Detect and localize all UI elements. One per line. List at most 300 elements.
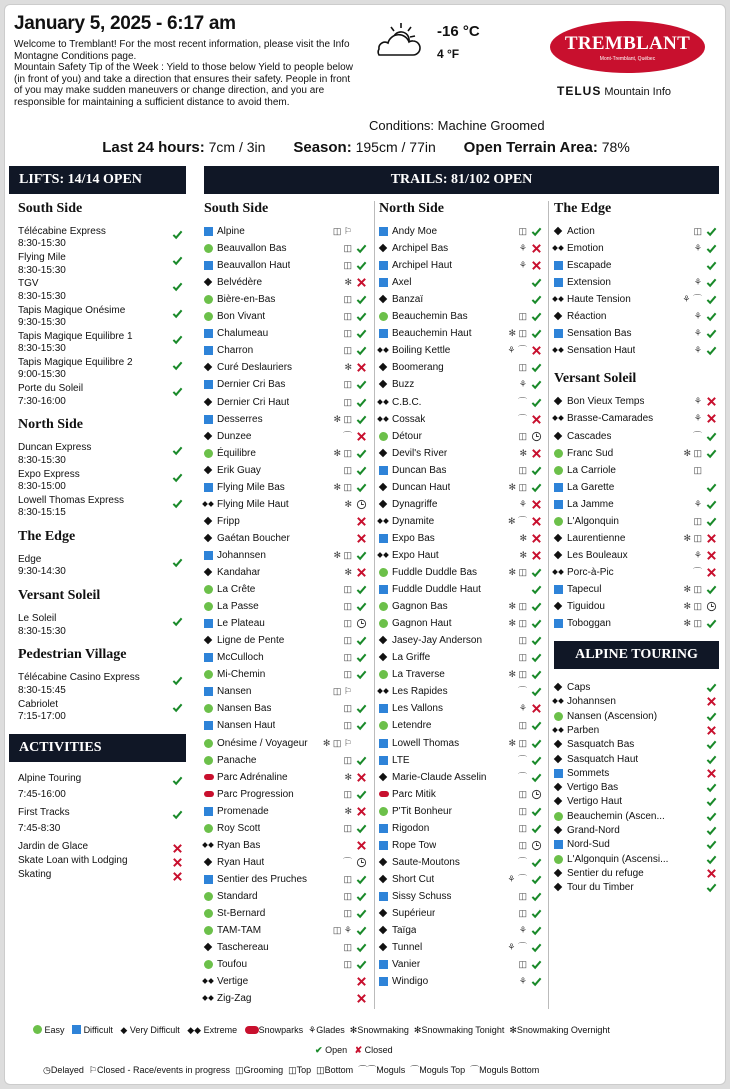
trail-name: La Carriole bbox=[567, 464, 616, 476]
trail-name: Mi-Chemin bbox=[217, 669, 266, 681]
extreme-icon bbox=[553, 246, 564, 251]
very-difficult-icon bbox=[554, 783, 562, 791]
open-check-icon bbox=[531, 908, 542, 919]
grooming-icon: ◫ bbox=[235, 1065, 244, 1075]
trail-condition-icons: ✻ bbox=[344, 277, 352, 288]
very-difficult-icon bbox=[379, 875, 387, 883]
easy-icon bbox=[379, 619, 388, 628]
extreme-icon bbox=[553, 297, 564, 302]
trail-row bbox=[204, 939, 370, 956]
open-check-icon bbox=[531, 959, 542, 970]
open-check-icon bbox=[356, 703, 367, 714]
snowpark-icon bbox=[204, 774, 214, 780]
trail-condition-icons: ⚘ bbox=[693, 311, 702, 322]
trail-name: Fuddle Duddle Haut bbox=[392, 584, 481, 596]
touring-name: Vertigo Haut bbox=[567, 796, 623, 808]
trail-row bbox=[204, 956, 370, 973]
easy-icon bbox=[204, 670, 213, 679]
trail-condition-icons: ⚘ bbox=[693, 345, 702, 356]
trail-condition-icons: ⚘ bbox=[518, 379, 527, 390]
trail-row bbox=[379, 922, 545, 939]
trail-name: Charron bbox=[217, 345, 254, 357]
trail-name: Bon Vivant bbox=[217, 311, 266, 323]
easy-icon bbox=[33, 1025, 42, 1034]
trail-name: Beauchemin Haut bbox=[392, 328, 472, 340]
trail-condition-icons: ◫ bbox=[343, 703, 352, 714]
difficult-icon bbox=[379, 739, 388, 748]
difficult-icon bbox=[379, 534, 388, 543]
trail-condition-icons: ⌒ bbox=[692, 430, 702, 441]
trail-condition-icons: ⌒ bbox=[517, 771, 527, 782]
open-check-icon bbox=[531, 857, 542, 868]
tremblant-logo bbox=[550, 21, 705, 73]
trail-condition-icons: ◫ bbox=[518, 430, 527, 441]
trail-name: Archipel Haut bbox=[392, 260, 453, 272]
snowpark-icon bbox=[245, 1026, 259, 1034]
open-check-icon bbox=[531, 379, 542, 390]
very-difficult-icon bbox=[204, 534, 212, 542]
diamond-part bbox=[558, 727, 564, 733]
extreme-icon bbox=[553, 416, 564, 421]
trail-condition-icons: ✻ ◫ bbox=[333, 549, 352, 560]
lift-hours: 9:30-15:30 bbox=[18, 317, 66, 328]
trail-condition-icons: ⌒ bbox=[517, 754, 527, 765]
lift-hours: 9:30-14:30 bbox=[18, 566, 66, 578]
trail-name: Laurentienne bbox=[567, 532, 626, 544]
difficult-icon bbox=[204, 653, 213, 662]
extreme-icon bbox=[553, 348, 564, 353]
lift-name: Tapis Magique Equilibre 1 bbox=[18, 330, 133, 342]
trail-condition-icons: ◫ ⚐ bbox=[332, 686, 352, 697]
open-check-icon bbox=[706, 328, 717, 339]
open-check-icon bbox=[356, 720, 367, 731]
open-check-icon bbox=[706, 260, 717, 271]
trail-condition-icons: ✻ ◫ bbox=[508, 618, 527, 629]
lift-name: Edge bbox=[18, 554, 42, 565]
open-check-icon bbox=[531, 567, 542, 578]
trail-condition-icons: ◫ bbox=[343, 908, 352, 918]
open-check-icon bbox=[531, 465, 542, 476]
easy-icon bbox=[204, 960, 213, 969]
difficult-icon bbox=[554, 840, 563, 849]
trail-row bbox=[379, 666, 545, 683]
lift-row bbox=[18, 383, 188, 408]
trail-row bbox=[204, 428, 370, 445]
lift-row bbox=[18, 305, 188, 330]
season-value: 195cm / 77in bbox=[355, 139, 436, 155]
very-difficult-icon bbox=[379, 500, 387, 508]
diamond-part bbox=[383, 552, 389, 558]
trail-name: Erik Guay bbox=[217, 464, 261, 476]
trail-condition-icons: ◫ ⚘ bbox=[332, 925, 352, 936]
open-check-icon bbox=[356, 260, 367, 271]
trail-name: Lowell Thomas bbox=[392, 737, 460, 749]
moguls-bottom-icon: ⌒ bbox=[470, 1065, 480, 1075]
trail-row bbox=[554, 428, 720, 445]
legend-delayed: Delayed bbox=[50, 1065, 84, 1075]
diamond-part bbox=[383, 416, 389, 422]
trail-condition-icons: ◫ bbox=[343, 652, 352, 663]
trail-condition-icons: ⌒ bbox=[692, 566, 702, 577]
trail-row bbox=[379, 257, 545, 274]
very-difficult-icon bbox=[379, 858, 387, 866]
legend-row-3 bbox=[43, 1064, 539, 1076]
conditions-page bbox=[4, 4, 726, 1085]
very-difficult-icon bbox=[554, 740, 562, 748]
trail-row bbox=[379, 939, 545, 956]
safety-tip: Mountain Safety Tip of the Week : Yield to those below Yield to people below (in front of you) and take a direction that ensures their safety. People in front of you may make sudden maneuvers or change direction, and you are responsible for maintaining a sufficient distance to avoid them. bbox=[14, 62, 353, 108]
trail-name: Expo Haut bbox=[392, 549, 439, 561]
trail-row bbox=[204, 223, 370, 240]
open-check-icon bbox=[706, 618, 717, 629]
closed-x-icon bbox=[706, 696, 717, 707]
trail-condition-icons: ◫ bbox=[693, 464, 702, 475]
trail-condition-icons: ✻ bbox=[344, 498, 352, 509]
activity-hours: 7:45-8:30 bbox=[18, 823, 61, 835]
trail-row bbox=[204, 325, 370, 342]
trail-row bbox=[379, 240, 545, 257]
trail-condition-icons: ◫ bbox=[518, 890, 527, 901]
activity-hours: 7:45-16:00 bbox=[18, 789, 66, 801]
trail-row bbox=[379, 445, 545, 462]
legend-glades: Glades bbox=[316, 1025, 345, 1035]
closed-x-icon bbox=[531, 414, 542, 425]
trail-row bbox=[204, 581, 370, 598]
open-check-icon bbox=[356, 465, 367, 476]
trail-condition-icons: ⚘ ⌒ bbox=[507, 942, 527, 953]
trail-row bbox=[379, 479, 545, 496]
lift-name: Tapis Magique Equilibre 2 bbox=[18, 357, 133, 368]
extreme-icon bbox=[378, 519, 389, 524]
difficult-icon bbox=[204, 619, 213, 628]
lift-hours: 8:30-15:15 bbox=[18, 507, 66, 519]
trail-row bbox=[379, 973, 545, 990]
open-check-icon bbox=[531, 891, 542, 902]
trail-name: Gagnon Haut bbox=[392, 618, 452, 630]
season-label: Season: bbox=[293, 139, 352, 156]
very-difficult-icon bbox=[554, 797, 562, 805]
very-difficult-icon bbox=[204, 858, 212, 866]
trail-row bbox=[204, 700, 370, 717]
closed-x-icon bbox=[531, 533, 542, 544]
trail-row bbox=[379, 547, 545, 564]
closed-x-icon bbox=[356, 533, 367, 544]
lift-name: Tapis Magique Onésime bbox=[18, 304, 126, 316]
trail-name: Franc Sud bbox=[567, 447, 614, 459]
difficult-icon bbox=[72, 1025, 81, 1034]
open-check-icon bbox=[531, 823, 542, 834]
difficult-icon bbox=[379, 278, 388, 287]
closed-x-icon bbox=[356, 976, 367, 987]
closed-race-icon: ⚐ bbox=[88, 1065, 97, 1075]
closed-x-icon bbox=[356, 567, 367, 578]
open-check-icon bbox=[531, 652, 542, 663]
very-difficult-icon bbox=[379, 772, 387, 780]
trail-name: LTE bbox=[392, 754, 410, 766]
open-check-icon bbox=[531, 942, 542, 953]
trail-row bbox=[204, 291, 370, 308]
very-difficult-icon bbox=[554, 602, 562, 610]
trail-condition-icons: ✻ ◫ bbox=[508, 601, 527, 612]
easy-icon bbox=[204, 824, 213, 833]
touring-row bbox=[554, 879, 720, 896]
easy-icon bbox=[204, 892, 213, 901]
easy-icon bbox=[204, 926, 213, 935]
open-check-icon bbox=[531, 277, 542, 288]
trail-name: Rigodon bbox=[392, 822, 430, 834]
trail-condition-icons: ✻ bbox=[344, 362, 352, 373]
very-difficult-icon bbox=[204, 397, 212, 405]
open-check-icon bbox=[706, 825, 717, 836]
trail-condition-icons: ✻ ◫ bbox=[508, 669, 527, 680]
extreme-icon bbox=[203, 843, 214, 848]
trail-name: Tunnel bbox=[392, 942, 423, 954]
trail-condition-icons: ✻ ◫ bbox=[333, 481, 352, 492]
trail-condition-icons: ◫ bbox=[343, 618, 352, 629]
open-check-icon bbox=[706, 839, 717, 850]
diamond-part bbox=[558, 698, 564, 704]
trail-row bbox=[379, 411, 545, 428]
lift-row bbox=[18, 613, 188, 638]
diamond-part bbox=[552, 569, 558, 575]
trail-name: Vertige bbox=[217, 976, 249, 988]
trail-condition-icons: ◫ bbox=[518, 635, 527, 646]
trail-condition-icons: ◫ bbox=[343, 873, 352, 884]
trail-condition-icons: ◫ bbox=[693, 226, 702, 236]
trail-name: Alpine bbox=[217, 226, 245, 237]
lift-name: Le Soleil bbox=[18, 613, 57, 625]
trail-condition-icons: ◫ bbox=[343, 464, 352, 475]
snowpark-icon bbox=[204, 791, 214, 797]
trail-condition-icons: ◫ bbox=[518, 464, 527, 475]
lift-row bbox=[18, 331, 188, 356]
open-check-icon bbox=[172, 255, 183, 266]
trail-name: Dunzee bbox=[217, 430, 252, 442]
trail-row bbox=[379, 786, 545, 803]
difficult-icon bbox=[379, 841, 388, 850]
open-check-icon bbox=[172, 386, 183, 397]
trail-row bbox=[554, 615, 720, 632]
trail-name: Panache bbox=[217, 754, 257, 766]
trail-name: Brasse-Camarades bbox=[567, 413, 654, 425]
trail-condition-icons: ◫ bbox=[343, 294, 352, 305]
trail-row bbox=[204, 462, 370, 479]
logo-subtext: Mont-Tremblant, Québec bbox=[599, 56, 656, 62]
very-difficult-icon bbox=[379, 244, 387, 252]
trail-row bbox=[554, 274, 720, 291]
difficult-icon bbox=[554, 585, 563, 594]
closed-x-icon bbox=[356, 806, 367, 817]
very-difficult-icon bbox=[554, 534, 562, 542]
open-check-icon bbox=[356, 755, 367, 766]
trail-row bbox=[379, 683, 545, 700]
closed-x-icon bbox=[172, 857, 183, 868]
trail-name: Parc Adrénaline bbox=[217, 771, 288, 783]
trail-row bbox=[204, 973, 370, 990]
lift-hours: 8:30-15:30 bbox=[18, 625, 66, 637]
trail-condition-icons: ⚘ bbox=[693, 328, 702, 339]
trail-name: Taïga bbox=[392, 925, 417, 937]
open-check-icon bbox=[706, 882, 717, 893]
trail-group-title: South Side bbox=[204, 201, 269, 216]
trail-row bbox=[204, 308, 370, 325]
trail-group-title: North Side bbox=[379, 201, 444, 216]
extreme-icon bbox=[203, 979, 214, 984]
open-check-icon bbox=[706, 482, 717, 493]
trail-name: Dynamite bbox=[392, 515, 435, 527]
lift-name: TGV bbox=[18, 278, 39, 290]
trail-condition-icons: ◫ bbox=[343, 720, 352, 731]
closed-x-icon bbox=[531, 260, 542, 271]
trail-condition-icons: ◫ bbox=[343, 669, 352, 680]
trail-name: Duncan Haut bbox=[392, 481, 451, 493]
trail-name: Duncan Bas bbox=[392, 464, 447, 476]
trail-row bbox=[554, 547, 720, 564]
lifts-header: LIFTS: 14/14 OPEN bbox=[9, 166, 186, 194]
temperature-fahrenheit: 4 °F bbox=[437, 47, 460, 61]
difficult-icon bbox=[379, 977, 388, 986]
open-check-icon bbox=[706, 516, 717, 527]
trail-name: Banzaï bbox=[392, 294, 424, 306]
trail-row bbox=[204, 257, 370, 274]
very-difficult-icon bbox=[554, 551, 562, 559]
logo-text: TREMBLANT bbox=[564, 33, 691, 54]
extreme-icon bbox=[203, 996, 214, 1001]
trail-row bbox=[204, 649, 370, 666]
very-difficult-icon bbox=[554, 869, 562, 877]
trail-row bbox=[554, 513, 720, 530]
trail-condition-icons: ◫ bbox=[343, 822, 352, 833]
trail-condition-icons: ◫ bbox=[518, 805, 527, 816]
trail-row bbox=[204, 394, 370, 411]
easy-icon bbox=[379, 312, 388, 321]
open-check-icon bbox=[531, 755, 542, 766]
trail-row bbox=[379, 752, 545, 769]
extreme-icon bbox=[378, 553, 389, 558]
very-difficult-icon bbox=[204, 517, 212, 525]
trail-name: Chalumeau bbox=[217, 328, 269, 340]
trail-condition-icons: ✻ bbox=[344, 805, 352, 816]
trail-condition-icons: ✻ ◫ bbox=[683, 532, 702, 543]
touring-name: Sasquatch Bas bbox=[567, 739, 635, 751]
trail-condition-icons: ⚘ bbox=[518, 925, 527, 936]
closed-x-icon bbox=[531, 703, 542, 714]
trail-name: Beauchemin Bas bbox=[392, 311, 468, 323]
trail-condition-icons: ✻ bbox=[344, 771, 352, 782]
very-difficult-icon bbox=[554, 397, 562, 405]
lift-row bbox=[18, 672, 188, 697]
moguls-top-icon: ⌒ bbox=[410, 1065, 420, 1075]
terrain-value: 78% bbox=[601, 139, 630, 155]
open-check-icon bbox=[356, 345, 367, 356]
trail-condition-icons: ⚘ bbox=[693, 413, 702, 424]
trail-name: Cossak bbox=[392, 413, 426, 425]
open-check-icon bbox=[172, 557, 183, 568]
trail-row bbox=[204, 803, 370, 820]
trail-name: Tapecul bbox=[567, 583, 602, 595]
trail-name: Action bbox=[567, 226, 595, 237]
open-check-icon bbox=[706, 782, 717, 793]
trail-condition-icons: ⚘ bbox=[693, 549, 702, 560]
trail-condition-icons: ⌒ bbox=[517, 413, 527, 424]
trail-row bbox=[379, 581, 545, 598]
trail-row bbox=[554, 308, 720, 325]
open-check-icon bbox=[531, 806, 542, 817]
open-check-icon bbox=[531, 328, 542, 339]
trail-name: TAM-TAM bbox=[217, 925, 262, 937]
open-check-icon bbox=[706, 311, 717, 322]
trail-row bbox=[204, 888, 370, 905]
trail-condition-icons: ◫ bbox=[343, 584, 352, 595]
trail-name: Andy Moe bbox=[392, 226, 438, 237]
touring-name: Grand-Nord bbox=[567, 825, 620, 836]
trail-row bbox=[204, 359, 370, 376]
difficult-icon bbox=[379, 892, 388, 901]
trail-name: Les Bouleaux bbox=[567, 549, 628, 561]
bottom-icon: ◫ bbox=[316, 1065, 325, 1075]
snowmaking-overnight-icon: ✻ bbox=[509, 1025, 517, 1035]
trail-name: Beauvallon Bas bbox=[217, 243, 287, 255]
trail-name: Buzz bbox=[392, 379, 415, 391]
trail-condition-icons: ✻ bbox=[519, 532, 527, 543]
diamond-part bbox=[558, 569, 564, 575]
trail-name: Sentier des Pruches bbox=[217, 873, 308, 885]
trail-condition-icons: ⚘ ⌒ bbox=[507, 873, 527, 884]
trail-condition-icons: ⚘ bbox=[518, 243, 527, 254]
open-check-icon bbox=[706, 796, 717, 807]
open-check-icon bbox=[531, 584, 542, 595]
lift-name: Duncan Express bbox=[18, 442, 92, 454]
trails-header: TRAILS: 81/102 OPEN bbox=[204, 166, 719, 194]
very-difficult-icon bbox=[379, 448, 387, 456]
open-check-icon bbox=[531, 618, 542, 629]
very-difficult-icon bbox=[379, 363, 387, 371]
open-check-icon bbox=[706, 294, 717, 305]
very-difficult-icon bbox=[554, 227, 562, 235]
trail-name: Axel bbox=[392, 277, 412, 289]
trail-row bbox=[204, 240, 370, 257]
easy-icon bbox=[379, 432, 388, 441]
lift-name: Porte du Soleil bbox=[18, 383, 84, 395]
difficult-icon bbox=[379, 585, 388, 594]
trail-name: Parc Mitik bbox=[392, 788, 436, 800]
trail-condition-icons: ◫ bbox=[518, 839, 527, 850]
trail-condition-icons: ✻ bbox=[344, 567, 352, 577]
lift-hours: 8:30-15:45 bbox=[18, 684, 66, 696]
open-check-icon bbox=[356, 584, 367, 595]
trail-row bbox=[554, 445, 720, 462]
trail-row bbox=[379, 530, 545, 547]
trail-condition-icons: ◫ bbox=[343, 754, 352, 765]
trail-condition-icons: ✻ ◫ bbox=[508, 567, 527, 577]
trail-name: Équilibre bbox=[217, 447, 256, 459]
trail-condition-icons: ◫ bbox=[518, 720, 527, 731]
trail-row bbox=[204, 496, 370, 513]
difficult-icon bbox=[204, 807, 213, 816]
open-check-icon bbox=[356, 397, 367, 408]
lift-group-title: Pedestrian Village bbox=[18, 647, 127, 663]
trail-condition-icons: ✻ bbox=[519, 447, 527, 458]
trail-name: La Jamme bbox=[567, 498, 614, 510]
trail-condition-icons: ◫ bbox=[518, 959, 527, 970]
very-difficult-icon bbox=[204, 568, 212, 576]
trail-row bbox=[379, 854, 545, 871]
trail-row bbox=[204, 547, 370, 564]
trail-row bbox=[204, 411, 370, 428]
diamond-part bbox=[558, 296, 564, 302]
open-check-icon bbox=[531, 720, 542, 731]
open-check-icon bbox=[706, 739, 717, 750]
